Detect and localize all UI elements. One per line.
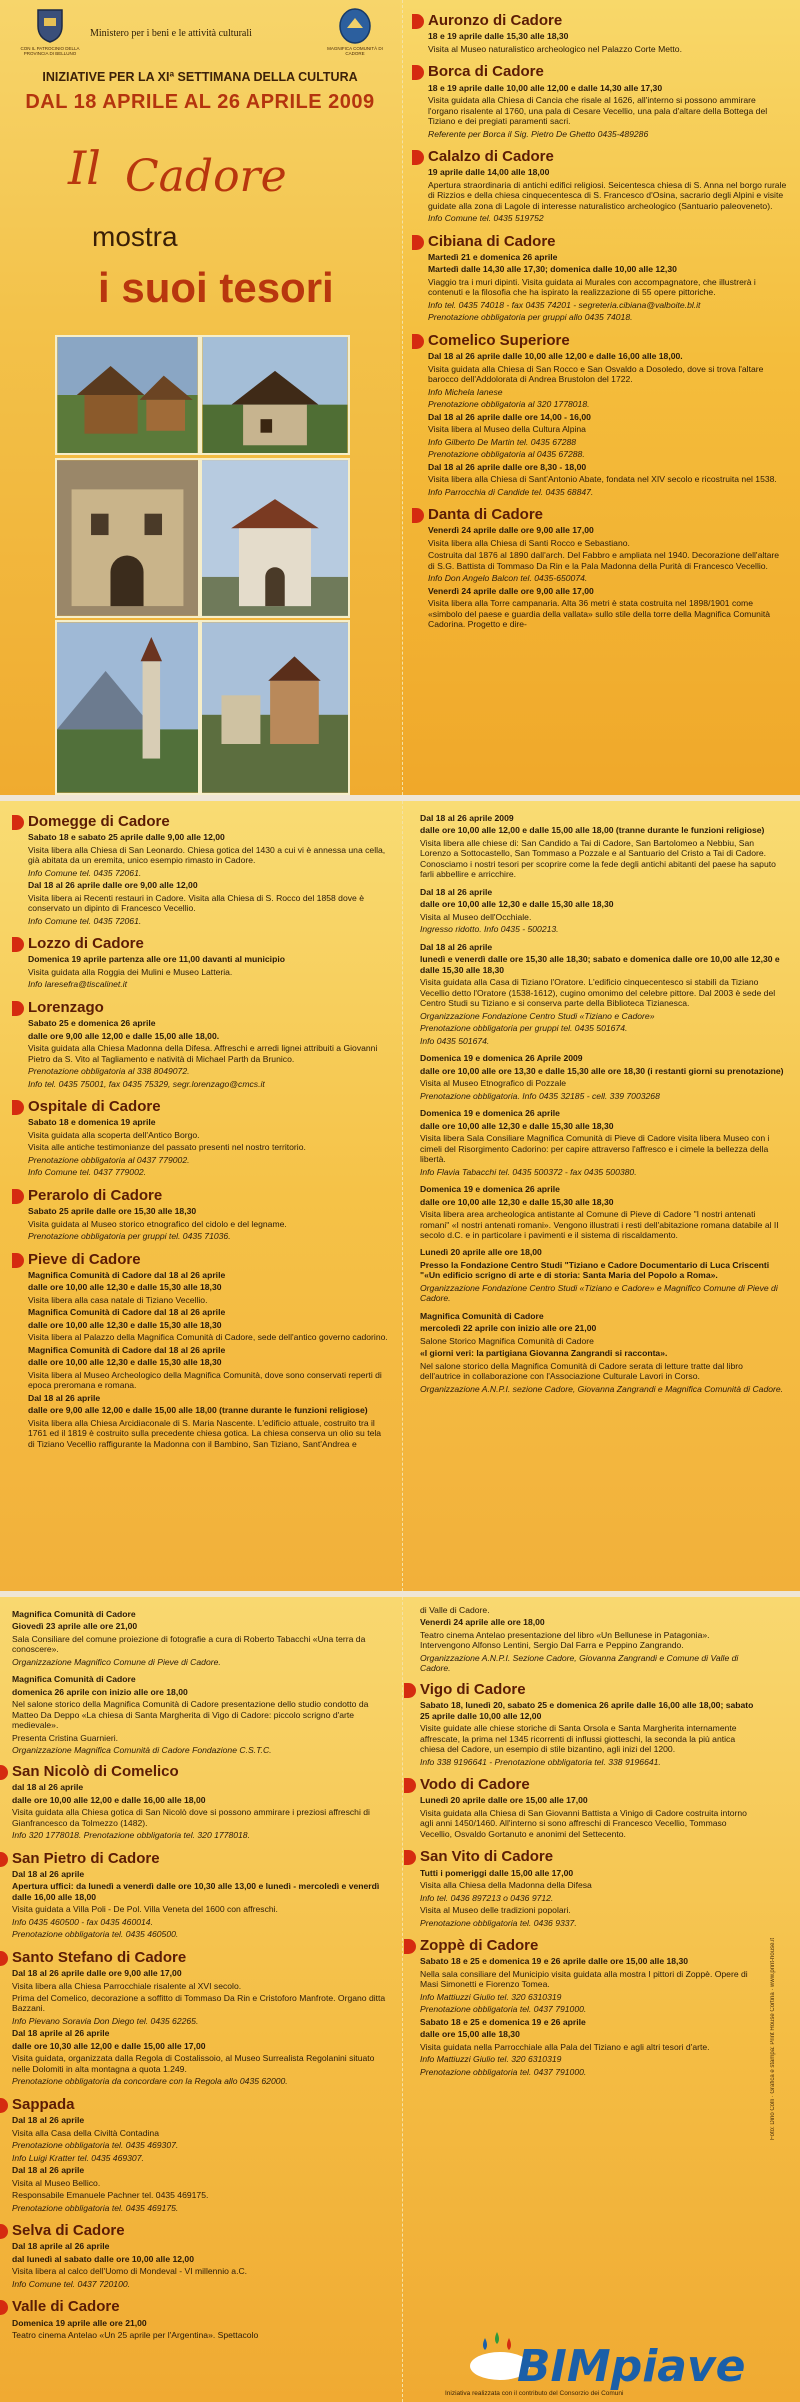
event-entry — [420, 887, 786, 935]
fold-line — [402, 801, 403, 1591]
event-description: Visita libera ai Recenti restauri in Cadore. Visita alla Chiesa di S. Rocco del 1858 dove è conservato un dipinto di Francesco Vecellio. — [28, 892, 364, 914]
title-cadore: Cadore — [125, 151, 287, 202]
bullet-icon — [404, 1683, 416, 1698]
event-schedule: mercoledì 22 aprile con inizio alle ore 21,00 — [420, 1323, 597, 1334]
photo-bell-tower — [55, 620, 200, 795]
panel1-right-column — [428, 12, 788, 639]
panel3-left-column — [12, 1609, 390, 2350]
event-schedule: Dal 18 al 26 aprile — [420, 886, 493, 897]
event-description: Responsabile Emanuele Pachner tel. 0435 469175. — [12, 2190, 209, 2201]
event-description: Nella sala consiliare del Municipio visita guidata alla mostra I pittori di Zoppè. Opere di Masi Simonetti e Fiorenzo Tomea. — [420, 1968, 748, 1990]
event-description: Visita alla Casa della Civiltà Contadina — [12, 2127, 159, 2138]
event-description: Visita libera alla Chiesa di Sant'Antonio Abate, fondata nel XIV secolo e ricostruita nel 1538. — [428, 474, 777, 485]
bullet-icon — [12, 1189, 24, 1204]
fold-line — [402, 1597, 403, 2402]
event-description: Visita guidata, organizzata dalla Regola di Costalissoio, al Museo Surrealista Regolanini situato nelle Dolomiti in alta montagna a quota 1.249. — [12, 2053, 375, 2074]
event-schedule: Dal 18 al 26 aprile — [12, 1868, 85, 1879]
event-info: Organizzazione Fondazione Centro Studi «Tiziano e Cadore» — [420, 1010, 655, 1021]
photo-village-chalets — [200, 335, 350, 455]
event-description: Visita alla Chiesa della Madonna della Difesa — [420, 1880, 592, 1891]
event-schedule: «I giorni veri: la partigiana Giovanna Zangrandi si racconta». — [420, 1348, 668, 1359]
event-description: Visite guidate alle chiese storiche di Santa Orsola e Santa Margherita internamente affrescate, la prima nel 1345 ricorrenti di influssi giotteschi, la seconda la più antica chiesa del Cadore, un esempio di stile bizantino, agli inizi del 1200. — [420, 1723, 737, 1755]
bim-logo-text: BIMpiave — [517, 2341, 746, 2392]
town-section — [420, 1937, 760, 2077]
event-description: Visita libera Sala Consiliare Magnifica Comunità di Pieve di Cadore visita libera Museo con i cimeli del Risorgimento Cadorino: per capire attraverso l'affresco e i cimele la bellezza della libertà. — [420, 1133, 770, 1165]
photo-church — [200, 458, 350, 618]
event-description: Visita alle antiche testimonianze del passato presenti nel nostro territorio. — [28, 1142, 306, 1153]
event-info: Info Comune tel. 0437 779002. — [28, 1167, 147, 1178]
town-section — [428, 332, 788, 497]
event-info: Prenotazione obbligatoria per gruppi allo 0435 74018. — [428, 312, 633, 323]
town-name: Danta di Cadore — [428, 506, 544, 524]
bullet-icon — [404, 1939, 416, 1954]
town-name: Santo Stefano di Cadore — [12, 1948, 187, 1966]
event-info: Info Comune tel. 0435 72061. — [28, 915, 142, 926]
event-schedule: Magnifica Comunità di Cadore — [12, 1609, 136, 1619]
town-name: San Nicolò di Comelico — [12, 1762, 179, 1780]
town-section — [28, 1251, 390, 1450]
event-schedule: dalle ore 10,00 alle 12,30 e dalle 15,30 alle 18,30 — [420, 1120, 614, 1131]
photo-town-view — [200, 620, 350, 795]
event-description: Visita guidata alla Chiesa di San Giovanni Battista a Vinigo di Cadore costruita intorno agli anni 1450/1460. All'interno si sono affreschi di Francesco Vecellio, Tommaso Vecellio, Osvaldo Gortanuto e anonimi del Settecento. — [420, 1807, 747, 1839]
event-info: Info Pievano Soravia Don Diego tel. 0435 62265. — [12, 2015, 199, 2026]
event-description: Visita guidata al Museo storico etnografico del cidolo e del legname. — [28, 1218, 287, 1229]
bullet-icon — [0, 2224, 8, 2239]
event-schedule: Domenica 19 e domenica 26 aprile — [420, 1184, 560, 1195]
event-description: Visita libera alla Chiesa di San Leonardo. Chiesa gotica del 1430 a cui vi è annessa una cella, già abitata da un eremita, unico esempio rimasto in Cadore. — [28, 844, 386, 866]
bullet-icon — [404, 1850, 416, 1865]
event-schedule: Magnifica Comunità di Cadore — [12, 1674, 136, 1685]
bullet-icon — [12, 1253, 24, 1268]
bullet-icon — [12, 937, 24, 952]
event-schedule: Dal 18 al 26 aprile dalle ore 9,00 alle 17,00 — [12, 1968, 182, 1979]
dates-heading: DAL 18 APRILE AL 26 APRILE 2009 — [25, 91, 375, 113]
event-schedule: Martedì dalle 14,30 alle 17,30; domenica dalle 10,00 alle 12,30 — [428, 264, 677, 275]
bullet-icon — [412, 235, 424, 250]
panel-cover — [0, 0, 800, 795]
panel3-right-column — [420, 1605, 760, 2086]
comunita-caption: MAGNIFICA COMUNITÀ DI CADORE — [327, 46, 383, 57]
event-description: Teatro cinema Antelao «Un 25 aprile per l'Argentina». Spettacolo — [12, 2330, 259, 2341]
cover-column — [0, 0, 400, 795]
event-schedule: domenica 26 aprile con inizio alle ore 18,00 — [12, 1686, 188, 1697]
initiative-heading: INIZIATIVE PER LA XIª SETTIMANA DELLA CULTURA — [42, 70, 358, 84]
event-info: Organizzazione Magnifico Comune di Pieve di Cadore. — [12, 1656, 221, 1667]
town-section — [28, 1098, 390, 1178]
event-schedule: Dal 18 al 26 aprile — [12, 2165, 85, 2176]
title-mostra: mostra — [92, 221, 178, 252]
panel-program-3 — [0, 1597, 800, 2402]
event-entry — [420, 1108, 786, 1177]
event-info: Prenotazione obbligatoria per gruppi tel. 0435 71036. — [28, 1231, 231, 1242]
event-description: Visita libera al Palazzo della Magnifica Comunità di Cadore, sede dell'antico governo cadorino. — [28, 1332, 388, 1343]
event-schedule: Sabato 18 e 25 e domenica 19 e 26 aprile dalle ore 15,00 alle 18,30 — [420, 1956, 688, 1967]
town-section — [428, 506, 788, 630]
event-info: Organizzazione Magnifica Comunità di Cadore Fondazione C.S.T.C. — [12, 1745, 272, 1756]
header-logos — [20, 6, 383, 57]
event-schedule: Sabato 18 e 25 e domenica 19 e 26 aprile — [420, 2016, 586, 2027]
bullet-icon — [12, 1100, 24, 1115]
panel2-left-column — [28, 813, 390, 1458]
event-schedule: Sabato 25 e domenica 26 aprile — [28, 1018, 156, 1029]
event-entry — [420, 813, 786, 880]
comunita-crest-icon — [335, 6, 375, 46]
event-schedule: Presso la Fondazione Centro Studi "Tiziano e Cadore Documentario di Luca Criscenti "«Un edificio scrigno di arte e di storia: Santa Maria del Popolo a Roma». — [420, 1259, 770, 1281]
event-description: Visita al Museo Etnografico di Pozzale — [420, 1078, 567, 1089]
town-section — [28, 935, 390, 990]
event-schedule: Dal 18 al 26 aprile — [12, 2115, 85, 2126]
town-name: Vigo di Cadore — [420, 1680, 526, 1698]
event-schedule: dalle ore 10,30 alle 12,00 e dalle 15,00 alle 17,00 — [12, 2040, 206, 2051]
event-entry — [420, 1184, 786, 1240]
event-info: Info laresefra@tiscalinet.it — [28, 979, 128, 990]
province-caption: CON IL PATROCINIO DELLA PROVINCIA DI BELLUNO — [20, 46, 80, 57]
town-section — [428, 12, 788, 54]
bullet-icon — [12, 815, 24, 830]
event-info: Prenotazione obbligatoria al 338 8049072. — [28, 1066, 190, 1077]
event-info: Prenotazione obbligatoria per gruppi tel. 0435 501674. — [420, 1023, 628, 1034]
event-description: di Valle di Cadore. — [420, 1605, 490, 1615]
event-schedule: Dal 18 al 26 aprile — [28, 1392, 101, 1403]
town-name: Valle di Cadore — [12, 2298, 120, 2316]
town-name: San Pietro di Cadore — [12, 1849, 160, 1867]
event-description: Visita libera alla Torre campanaria. Alta 36 metri è stata costruita nel 1898/1901 come «simbolo del paese e guardia della vallata» sullo stile della torre della Magnifica Comunità Cadorina. Progetto e dire- — [428, 598, 771, 630]
event-info: Prenotazione obbligatoria tel. 0437 791000. — [420, 2066, 587, 2077]
town-section — [428, 63, 788, 139]
event-schedule: Venerdì 24 aprile dalle ore 9,00 alle 17,00 — [428, 585, 594, 596]
event-description: Visita libera alle chiese di: San Candido a Tai di Cadore, San Bartolomeo a Nebbiu, San Lorenzo a Sottocastello, San Tommaso a Pozzale e al Santuario del Cristo a Tai di Cadore. Conosciamo i nostri tesori per scoprire come la fede degli antichi abitanti del paese ha saputo farli abbellire e arricchire. — [420, 837, 776, 880]
town-name: Zoppè di Cadore — [420, 1937, 539, 1955]
bullet-icon — [412, 65, 424, 80]
event-schedule: dalle ore 10,00 alle ore 13,30 e dalle 15,30 alle ore 18,30 (i restanti giorni su prenotazione) — [420, 1065, 784, 1076]
event-schedule: Dal 18 al 26 aprile dalle 10,00 alle 12,00 e dalle 16,00 alle 18,00. — [428, 351, 683, 362]
town-name: Comelico Superiore — [428, 331, 570, 349]
event-description: Visita guidata alla Casa di Tiziano l'Oratore. L'edificio cinquecentesco si stabilì da Tiziano Vecellio detto l'Oratore (1538-1612), cugino omonimo del celebre pittore. Dal 2003 è sede del Centro Studi su Tiziano e si conserva parte della Biblioteca Tizianesca. — [420, 977, 776, 1009]
event-schedule: 18 e 19 aprile dalle 15,30 alle 18,30 — [428, 31, 569, 42]
event-schedule: Sabato 18, lunedì 20, sabato 25 e domenica 26 aprile dalle 16,00 alle 18,00; sabato 25 aprile dalle 10,00 alle 12,00 — [420, 1700, 754, 1721]
event-schedule: Venerdì 24 aprile alle ore 18,00 — [420, 1617, 545, 1628]
event-schedule: Lunedì 20 aprile dalle ore 15,00 alle 17,00 — [420, 1795, 588, 1806]
side-credit: Foto: Dino Colli · Grafica e stampa: Print House Cortina · www.print-house.it — [770, 1937, 776, 2140]
event-description: Prima del Comelico, decorazione a soffitto di Tommaso Da Rin e Cristoforo Manfrote. Organo ditta Bazzani. — [12, 1993, 386, 2014]
event-description: Costruita dal 1876 al 1890 dall'arch. Del Fabbro e ampliata nel 1940. Decorazione dell'altare di S.G. Battista di Tommaso Da Rin e la Pala Madonna della Purità di Francesco Vecellio. — [428, 550, 780, 571]
event-description: Visita libera alla Chiesa di Santi Rocco e Sebastiano. — [428, 537, 630, 548]
event-info: Prenotazione obbligatoria. Info 0435 32185 - cell. 339 7003268 — [420, 1090, 660, 1101]
event-schedule: dalle ore 10,00 alle 12,30 e dalle 15,30 alle 18,30 — [28, 1282, 222, 1293]
event-info: Info 338 9196641 - Prenotazione obbligatoria tel. 338 9196641. — [420, 1756, 661, 1767]
event-schedule: dal 18 al 26 aprile — [12, 1782, 84, 1793]
town-name: Lozzo di Cadore — [28, 935, 144, 953]
town-section — [12, 2096, 390, 2213]
photo-wooden-houses — [55, 335, 200, 455]
town-name: Sappada — [12, 2095, 75, 2113]
event-info: Prenotazione obbligatoria tel. 0437 791000. — [420, 2004, 587, 2015]
event-schedule: Sabato 25 aprile dalle ore 15,30 alle 18,30 — [28, 1206, 197, 1217]
event-schedule: dal lunedì al sabato dalle ore 10,00 alle 12,00 — [12, 2253, 194, 2264]
event-description: Nel salone storico della Magnifica Comunità di Cadore presentazione dello studio condotto da Matteo Da Deppo «La chiesa di Santa Margherita di Vigo di Cadore: piccolo scrigno d'arte medievale». — [12, 1699, 369, 1731]
event-schedule: dalle ore 10,00 alle 12,00 e dalle 16,00 alle 18,00 — [12, 1794, 206, 1805]
bullet-icon — [412, 150, 424, 165]
event-description: Visita guidata alla Chiesa di San Rocco e San Osvaldo a Dosoledo, dove si trova l'altare barocco dell'Addolorata di Andrea Brustolon del 1722. — [428, 363, 764, 385]
event-info: Prenotazione obbligatoria tel. 0435 460500. — [12, 1929, 179, 1940]
event-schedule: Dal 18 al 26 aprile dalle ore 9,00 alle 12,00 — [28, 880, 198, 891]
event-schedule: Magnifica Comunità di Cadore dal 18 al 26 aprile — [28, 1344, 226, 1355]
event-info: Organizzazione A.N.P.I. sezione Cadore, Giovanna Zangrandi e Magnifica Comunità di Cadore. — [420, 1383, 784, 1394]
event-info: Info tel. 0435 75001, fax 0435 75329, segr.lorenzago@cmcs.it — [28, 1078, 265, 1089]
event-schedule: dalle ore 10,00 alle 12,30 e dalle 15,30 alle 18,30 — [420, 899, 614, 910]
bullet-icon — [12, 1001, 24, 1016]
town-name: Cibiana di Cadore — [428, 232, 556, 250]
bullet-icon — [0, 2300, 8, 2315]
town-name: Auronzo di Cadore — [428, 12, 563, 29]
town-name: Ospitale di Cadore — [28, 1098, 161, 1116]
event-entry — [12, 1674, 390, 1755]
footer-note: Iniziativa realizzata con il contributo del Consorzio dei Comuni — [445, 2390, 624, 2397]
event-info: Info Luigi Kratter tel. 0435 469307. — [12, 2152, 144, 2163]
town-section — [420, 1776, 760, 1839]
title-il: Il — [68, 141, 101, 195]
event-schedule: 19 aprile dalle 14,00 alle 18,00 — [428, 167, 550, 178]
event-info: Info Don Angelo Balcon tel. 0435-650074. — [428, 573, 588, 584]
event-description: Visita guidata alla Chiesa gotica di San Nicolò dove si possono ammirare i preziosi affreschi di Gianfrancesco da Tolmezzo (1482). — [12, 1807, 370, 1828]
event-schedule: Dal 18 al 26 aprile 2009 — [420, 813, 514, 823]
event-info: Info Parrocchia di Candide tel. 0435 68847. — [428, 486, 594, 497]
event-description: Visita libera area archeologica antistante al Comune di Pieve di Cadore "I nostri antenati romani" «I nostri antenati romani». Vengono illustrati i resti dell'abitazione romana databile al II secolo d.C. e in particolare i pavimenti e il sistema di riscaldamento. — [420, 1209, 779, 1240]
event-info: Referente per Borca il Sig. Pietro De Ghetto 0435-489286 — [428, 128, 649, 139]
event-schedule: dalle ore 10,00 alle 12,00 e dalle 15,00 alle 18,00 (tranne durante le funzioni religiose) — [420, 825, 765, 836]
event-schedule: Dal 18 aprile al 26 aprile — [12, 2028, 110, 2039]
event-schedule: dalle ore 9,00 alle 12,00 e dalle 15,00 alle 18,00. — [28, 1030, 220, 1041]
event-description: Visita libera alla Chiesa Arcidiaconale di S. Maria Nascente. L'edificio attuale, costruito tra il 1761 ed il 1819 è costruito sulla precedente chiesa gotica. La chiesa conserva un olio su tela di Tiziano Vecellio raffigurante la Madonna con il Bambino, San Tiziano, Sant'Andrea e — [28, 1417, 382, 1449]
event-info: Info tel. 0436 897213 o 0436 9712. — [420, 1892, 554, 1903]
event-description: Visita libera al calco dell'Uomo di Mondeval - VI millennio a.C. — [12, 2266, 248, 2277]
event-schedule: dalle ore 10,00 alle 12,30 e dalle 15,30 alle 18,30 — [28, 1357, 222, 1368]
event-description: Teatro cinema Antelao presentazione del libro «Un Bellunese in Patagonia». Intervengono Alfonso Lentini, Sergio Dal Farra e Peppino Zangrando. — [420, 1629, 710, 1651]
bullet-icon — [412, 334, 424, 349]
event-schedule: Magnifica Comunità di Cadore dal 18 al 26 aprile — [28, 1307, 226, 1318]
event-info: Info tel. 0435 74018 - fax 0435 74201 - segreteria.cibiana@valboite.bl.it — [428, 299, 701, 310]
event-schedule: Magnifica Comunità di Cadore dal 18 al 26 aprile — [28, 1269, 226, 1280]
town-section — [12, 1850, 390, 1940]
event-schedule: Dal 18 al 26 aprile — [420, 941, 493, 952]
event-info: Info Mattiuzzi Giulio tel. 320 6310319 — [420, 1991, 562, 2002]
event-info: Prenotazione obbligatoria al 0437 779002. — [28, 1154, 190, 1165]
panel-program-2 — [0, 801, 800, 1591]
event-description: Visita libera alla Chiesa Parrocchiale risalente al XVI secolo. — [12, 1980, 242, 1991]
event-description: Presenta Cristina Guarnieri. — [12, 1732, 119, 1743]
event-description: Visita libera al Museo Archeologico della Magnifica Comunità, dove sono conservati reperti di epoca preromana e romana. — [28, 1369, 382, 1391]
event-info: Info Comune tel. 0435 519752 — [428, 213, 544, 224]
photo-old-building — [55, 458, 200, 618]
event-schedule: dalle ore 15,00 alle 18,30 — [420, 2029, 520, 2040]
event-schedule: Giovedì 23 aprile alle ore 21,00 — [12, 1621, 138, 1632]
event-description: Viaggio tra i muri dipinti. Visita guidata ai Murales con accompagnatore, che illustrerà i contenuti e la filosofia che ha ispirato la realizzazione di 55 opere pittoriche. — [428, 276, 756, 298]
event-description: Nel salone storico della Magnifica Comunità di Cadore serata di letture tratte dal libro dell'autrice in collaborazione con l'Associazione Culturale Lavori in Corso. — [420, 1360, 743, 1382]
bullet-icon — [0, 1951, 8, 1966]
event-description: Visita al Museo naturalistico archeologico nel Palazzo Corte Metto. — [428, 43, 682, 54]
town-name: Pieve di Cadore — [28, 1250, 141, 1268]
event-description: Visita guidata a Villa Poli - De Pol. Villa Veneta del 1600 con affreschi. — [12, 1904, 278, 1915]
town-section — [420, 1681, 760, 1767]
ministry-label: Ministero per i beni e le attività culturali — [90, 28, 252, 39]
event-info: Prenotazione obbligatoria tel. 0435 469175. — [12, 2202, 179, 2213]
event-schedule: dalle ore 10,00 alle 12,30 e dalle 15,30 alle 18,30 — [28, 1319, 222, 1330]
event-info: Info 0435 501674. — [420, 1035, 490, 1046]
bullet-icon — [0, 1765, 8, 1780]
event-info: Prenotazione obbligatoria al 320 1778018. — [428, 399, 590, 410]
event-schedule: dalle ore 10,00 alle 12,30 e dalle 15,30 alle 18,30 — [420, 1196, 614, 1207]
event-info: Info Comune tel. 0437 720100. — [12, 2278, 131, 2289]
event-description: Visita libera al Museo della Cultura Alpina — [428, 424, 586, 435]
event-schedule: Venerdì 24 aprile dalle ore 9,00 alle 17,00 — [428, 525, 594, 536]
town-section — [12, 1949, 390, 2087]
event-info: Organizzazione A.N.P.I. Sezione Cadore, Giovanna Zangrandi e Comune di Valle di Cadore. — [420, 1652, 739, 1674]
event-entry — [420, 1247, 786, 1303]
event-schedule: Domenica 19 e domenica 26 aprile — [420, 1108, 560, 1119]
town-name: Borca di Cadore — [428, 63, 544, 81]
event-info: Info 320 1778018. Prenotazione obbligatoria tel. 320 1778018. — [12, 1830, 250, 1841]
event-info: Prenotazione obbligatoria tel. 0436 9337. — [420, 1917, 577, 1928]
event-schedule: Lunedì 20 aprile alle ore 18,00 — [420, 1247, 542, 1258]
town-name: Domegge di Cadore — [28, 813, 170, 830]
town-section — [12, 1763, 390, 1841]
panel2-right-column — [420, 813, 786, 1401]
fold-line — [402, 0, 403, 795]
title-tesori: i suoi tesori — [98, 264, 334, 311]
event-description: Visita guidata alla Roggia dei Mulini e Museo Latteria. — [28, 966, 233, 977]
event-schedule: Apertura uffici: da lunedì a venerdì dalle ore 10,30 alle 13,00 e lunedì - mercoledì e venerdì dalle 16,00 alle 18,00 — [12, 1881, 380, 1902]
bullet-icon — [404, 1778, 416, 1793]
event-schedule: 18 e 19 aprile dalle 10,00 alle 12,00 e dalle 14,30 alle 17,30 — [428, 82, 663, 93]
event-schedule: Dal 18 al 26 aprile dalle ore 8,30 - 18,00 — [428, 461, 587, 472]
event-entry — [420, 942, 786, 1046]
province-crest-icon — [30, 6, 70, 46]
event-description: Visita guidata nella Parrocchiale alla Pala del Tiziano e agli altri tesori d'arte. — [420, 2041, 710, 2052]
town-section — [428, 148, 788, 224]
event-info: Organizzazione Fondazione Centro Studi «Tiziano e Cadore» e Magnifico Comune di Pieve di Cadore. — [420, 1282, 778, 1304]
event-schedule: Domenica 19 aprile alle ore 21,00 — [12, 2317, 147, 2328]
event-schedule: dalle ore 9,00 alle 12,00 e dalle 15,00 alle 18,00 (tranne durante le funzioni religiose) — [28, 1405, 368, 1416]
event-description: Visita guidata alla Chiesa Madonna della Difesa. Affreschi e arredi lignei attribuiti a Giovanni Pietro da S. Vito al Tagliamento e natività di Michael Parth da Brunico. — [28, 1043, 378, 1064]
town-name: Vodo di Cadore — [420, 1776, 530, 1794]
town-name: Perarolo di Cadore — [28, 1186, 163, 1204]
event-schedule: Tutti i pomeriggi dalle 15,00 alle 17,00 — [420, 1867, 574, 1878]
event-schedule: Dal 18 aprile al 26 aprile — [12, 2241, 110, 2252]
bullet-icon — [0, 2098, 8, 2113]
event-info: Prenotazione obbligatoria tel. 0435 469307. — [12, 2140, 179, 2151]
town-section — [12, 2222, 390, 2289]
bullet-icon — [412, 508, 424, 523]
event-entry — [420, 1311, 786, 1394]
event-description: Visita guidata alla Chiesa di Cancia che risale al 1626, all'interno si possono ammirare l'organo risalente al 1760, una pala di Cesare Vecellio, una pala d'altare della Bottega del Tiziano e dei pregiati paramenti sacri. — [428, 95, 768, 127]
event-entry — [420, 1605, 760, 1674]
event-schedule: Domenica 19 e domenica 26 Aprile 2009 — [420, 1053, 583, 1064]
event-info: Info 0435 460500 - fax 0435 460014. — [12, 1916, 153, 1927]
event-description: Visita al Museo delle tradizioni popolari. — [420, 1905, 571, 1916]
event-entry — [420, 1053, 786, 1101]
event-info: Info Michela Ianese — [428, 386, 503, 397]
event-description: Visita libera alla casa natale di Tiziano Vecellio. — [28, 1294, 208, 1305]
event-schedule: lunedì e venerdì dalle ore 15,30 alle 18,30; sabato e domenica dalle ore 10,00 alle 12,30 e dalle 15,30 alle 18,30 — [420, 954, 780, 975]
town-section — [428, 233, 788, 323]
event-description: Apertura straordinaria di antichi edifici religiosi. Seicentesca chiesa di S. Anna nel borgo rurale di Rizzios e della chiesa cinquecentesca di S. Francesco d'Osina, sacrario degli Alpini e visite guidate alla zona di Lagole di interesse naturalistico archeologico (Santuario paleoveneto). — [428, 179, 787, 211]
event-description: Visita al Museo dell'Occhiale. — [420, 911, 532, 922]
town-name: Lorenzago — [28, 998, 104, 1016]
event-schedule: Domenica 19 aprile partenza alle ore 11,00 davanti al municipio — [28, 954, 285, 965]
town-name: San Vito di Cadore — [420, 1848, 554, 1866]
town-section — [28, 813, 390, 926]
event-info: Prenotazione obbligatoria da concordare con la Regola allo 0435 62000. — [12, 2076, 288, 2087]
event-info: Ingresso ridotto. Info 0435 - 500213. — [420, 924, 559, 935]
event-info: Info Gilberto De Martin tel. 0435 67288 — [428, 436, 577, 447]
town-section — [28, 1187, 390, 1242]
event-info: Prenotazione obbligatoria al 0435 67288. — [428, 449, 585, 460]
bimpiave-logo — [445, 2320, 755, 2400]
event-info: Info Comune tel. 0435 72061. — [28, 867, 142, 878]
town-section — [28, 999, 390, 1089]
event-schedule: Sabato 18 e sabato 25 aprile dalle 9,00 alle 12,00 — [28, 832, 225, 843]
bullet-icon — [412, 14, 424, 29]
event-description: Salone Storico Magnifica Comunità di Cadore — [420, 1335, 594, 1346]
bullet-icon — [0, 1852, 8, 1867]
event-info: Info Mattiuzzi Giulio tel. 320 6310319 — [420, 2054, 562, 2065]
town-name: Selva di Cadore — [12, 2222, 125, 2240]
event-description: Visita guidata alla scoperta dell'Antico Borgo. — [28, 1129, 200, 1140]
event-entry — [12, 1609, 390, 1667]
event-schedule: Sabato 18 e domenica 19 aprile — [28, 1117, 156, 1128]
town-section — [12, 2298, 390, 2340]
event-schedule: Dal 18 al 26 aprile dalle ore 14,00 - 16,00 — [428, 411, 591, 422]
event-schedule: Magnifica Comunità di Cadore — [420, 1310, 544, 1321]
event-schedule: Martedì 21 e domenica 26 aprile — [428, 252, 558, 262]
event-description: Visita al Museo Bellico. — [12, 2177, 101, 2188]
event-info: Info Flavia Tabacchi tel. 0435 500372 - fax 0435 500380. — [420, 1166, 637, 1177]
town-name: Calalzo di Cadore — [428, 147, 554, 165]
town-section — [420, 1848, 760, 1928]
event-description: Sala Consiliare del comune proiezione di fotografie a cura di Roberto Tabacchi «Una terra da conoscere». — [12, 1633, 366, 1655]
